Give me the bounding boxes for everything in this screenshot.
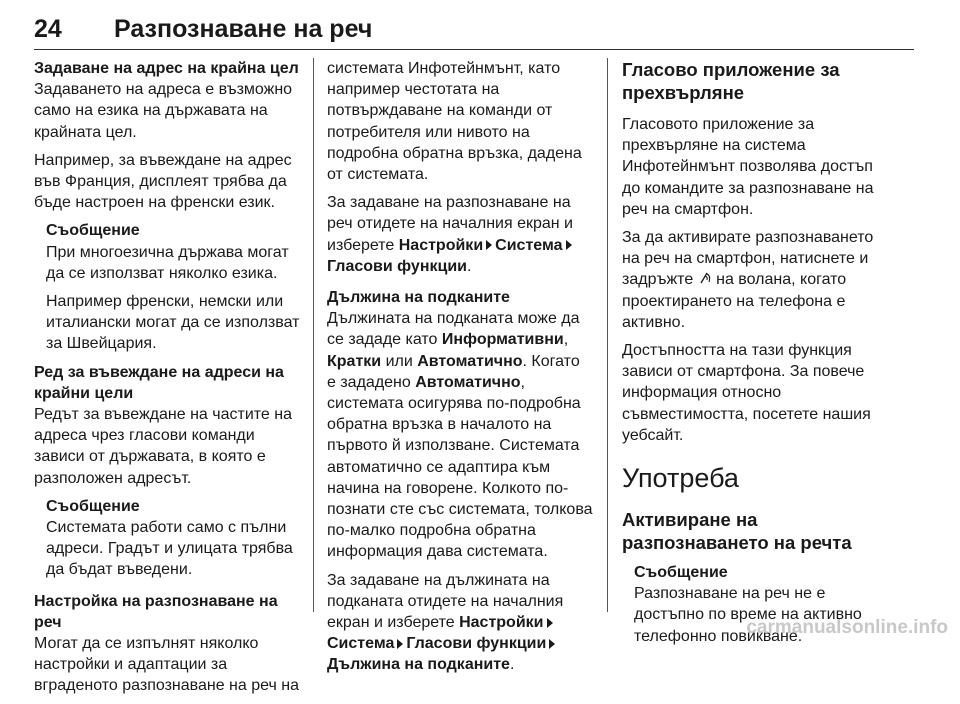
paragraph: Например, за въвеждане на адрес във Франция, дисплеят трябва да бъде настроен на френски език.: [34, 151, 292, 212]
note-text: Например френски, немски или италиански могат да се използват за Швейцария.: [46, 293, 300, 353]
paragraph: Могат да се изпълнят няколко настройки и адаптации за вграденото разпознаване на реч на: [34, 635, 300, 695]
text: За задаване на дължината на подканата отидете на началния екран и изберете: [327, 571, 564, 632]
text: или: [381, 352, 418, 370]
menu-item-voice-functions: Гласови функции: [327, 257, 467, 275]
menu-item-settings: Настройки: [398, 236, 484, 254]
note-title: Съобщение: [46, 497, 140, 515]
paragraph: Гласовото приложение за прехвърляне на система Инфотейнмънт позволява достъп до командите за разпознаване на реч на смартфон.: [622, 116, 874, 218]
note-block: [46, 496, 300, 581]
note-text: Разпознаване на реч не е достъпно по време на активно телефонно повикване.: [634, 585, 862, 645]
voice-steering-icon: [698, 270, 712, 286]
text: ,: [563, 331, 569, 349]
option-short: Кратки: [327, 352, 382, 370]
menu-item-settings: Настройки: [459, 614, 544, 632]
menu-item-system: Система: [327, 635, 395, 653]
paragraph: Редът за въвеждане на частите на адреса чрез гласови команди зависи от държавата, в която е разположен адресът.: [34, 406, 292, 487]
paragraph-menu-path: [327, 570, 593, 676]
column-2: [327, 58, 593, 683]
menu-item-voice-functions: Гласови функции: [406, 635, 547, 653]
paragraph: Достъпността на тази функция зависи от смартфона. За повече информация относно съвместимостта, посетете нашия уебсайт.: [622, 342, 871, 444]
note-block: [46, 220, 300, 354]
page-header: [34, 10, 914, 46]
text: . Когато е зададено: [327, 352, 580, 391]
paragraph: [327, 308, 593, 562]
section-title-usage: Употреба: [622, 463, 739, 494]
text: За задаване на разпознаване на реч отидете на началния екран и изберете: [327, 194, 573, 254]
paragraph: системата Инфотейнмънт, като например честотата на потвърждаване на команди от потребителя или нивото на подробна обратна връзка, дадена от системата.: [327, 60, 582, 184]
option-informative: Информативни: [441, 331, 564, 349]
text: За да активирате разпознаването на реч на смартфон, натиснете и задръжте: [622, 229, 874, 289]
page-number: 24: [34, 15, 62, 43]
note-text: Системата работи само с пълни адреси. Градът и улицата трябва да бъдат въведени.: [46, 519, 293, 579]
column-divider-1: [313, 58, 314, 612]
paragraph-menu-path: [327, 192, 593, 277]
note-title: Съобщение: [634, 564, 728, 582]
column-1: [34, 58, 300, 704]
section-heading-speech-settings: Настройка на разпознаване на реч: [34, 592, 278, 631]
arrow-right-icon: [547, 618, 553, 628]
section-heading-destination-address: Задаване на адрес на крайна цел: [34, 60, 299, 77]
note-title: Съобщение: [46, 222, 140, 240]
arrow-right-icon: [486, 240, 492, 250]
arrow-right-icon: [566, 240, 572, 250]
paragraph: Задаването на адреса е възможно само на езика на държавата на крайната цел.: [34, 81, 293, 141]
text: на волана, когато проектирането на телефона е активно.: [622, 271, 847, 331]
menu-item-prompt-length: Дължина на подканите: [327, 656, 510, 674]
option-automatic: Автоматично: [415, 373, 521, 391]
text: , системата осигурява по-подробна обратна връзка в началото на първото й използване. Системата автоматично се адаптира към начина на говорене. Колкото по-познати сте със системата, толкова по-малко подробна обратна информация дава системата.: [327, 373, 593, 561]
watermark: carmanualsonline.info: [746, 616, 948, 638]
header-divider: [34, 49, 914, 50]
arrow-right-icon: [549, 639, 555, 649]
text: .: [467, 257, 472, 275]
section-heading-voice-passthrough: Гласово приложение за прехвърляне: [622, 59, 840, 103]
section-heading-activate-speech: Активиране на разпознаването на речта: [622, 509, 852, 554]
section-heading-prompt-length: Дължина на подканите: [327, 289, 510, 307]
menu-item-system: Система: [495, 236, 563, 254]
arrow-right-icon: [397, 639, 403, 649]
note-text: При многоезична държава могат да се използват няколко езика.: [46, 243, 289, 282]
column-divider-2: [607, 58, 608, 612]
section-heading-address-order: Ред за въвеждане на адреси на крайни цели: [34, 363, 284, 402]
option-automatic: Автоматично: [417, 352, 523, 370]
paragraph: [622, 227, 890, 333]
chapter-title: Разпознаване на реч: [114, 15, 373, 43]
text: .: [509, 656, 515, 674]
text: Дължината на подканата може да се зададе като: [327, 310, 580, 349]
column-3: [622, 58, 890, 654]
